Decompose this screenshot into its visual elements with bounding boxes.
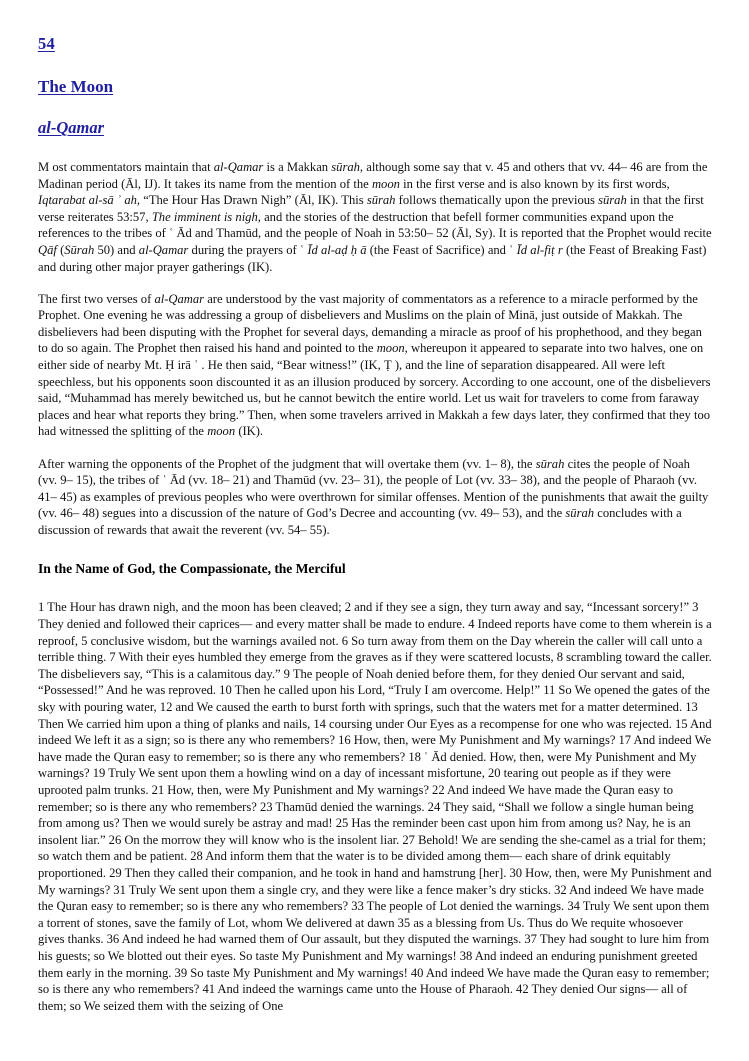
surah-title-transliteration-block (38, 118, 712, 138)
surah-title-transliteration: al-Qamar (38, 118, 104, 137)
commentary-paragraph-1: M ost commentators maintain that al-Qamar is a Makkan sūrah, although some say that v. 45 and others that vv. 44– 46 are from the Madinan period (Āl, IJ). It takes its name from the mention of the moon in the first verse and is also known by its first words, Iqtarabat al-sā ʾ ah, “The Hour Has Drawn Nigh” (Āl, IK). This sūrah follows thematically upon the previous sūrah in that the first verse reiterates 53:57, The imminent is nigh, and the stories of the destruction that befell former communities expand upon the references to the tribes of ʿ Ād and Thamūd, and the people of Noah in 53:50– 52 (Āl, Sy). It is reported that the Prophet would recite Qāf (Sūrah 50) and al-Qamar during the prayers of ʿ Īd al-aḍ ḥ ā (the Feast of Sacrifice) and ʿ Īd al-fiṭ r (the Feast of Breaking Fast) and during other major prayer gatherings (IK). (38, 160, 712, 274)
surah-title-english: The Moon (38, 77, 114, 96)
commentary-paragraph-2: The first two verses of al-Qamar are understood by the vast majority of commentators as a reference to a miracle performed by the Prophet. One evening he was addressing a group of disbelievers and Muslims on the plain of Minā, just outside of Makkah. The disbelievers had been disputing with the Prophet for several days, demanding a miracle as proof of his prophethood, and they began to do so again. The Prophet then raised his hand and pointed to the moon, whereupon it appeared to separate into two halves, one on either side of nearby Mt. Ḥ irā ʾ . He then said, “Bear witness!” (IK, Ṭ ), and the line of separation disappeared. All were left speechless, but his opponents soon discounted it as an illusion produced by sorcery. According to one account, one of the disbelievers said, “Muhammad has merely bewitched us, but he cannot bewitch the entire world. Let us wait for travelers to come from faraway places and hear what reports they bring.” Then, when some travelers arrived in Makkah a few days later, they confirmed that they too had witnessed the splitting of the moon (IK). (38, 291, 711, 439)
commentary-paragraph-3: After warning the opponents of the Prophet of the judgment that will overtake them (vv. 1– 8), the sūrah cites the people of Noah (vv. 9– 15), the tribes of ʿ Ād (vv. 18– 21) and Thamūd (vv. 23– 31), the people of Lot (vv. 33– 38), and the people of Pharaoh (vv. 41– 45) as examples of previous peoples who were overthrown for similar offenses. Mention of the punishments that await the guilty (vv. 46– 48) segues into a discussion of the nature of God’s Decree and accounting (vv. 49– 53), and the sūrah concludes with a discussion of rewards that await the reverent (vv. 54– 55). (38, 456, 709, 537)
chapter-number-heading (38, 34, 712, 77)
surah-title-english-block (38, 77, 712, 97)
chapter-number: 54 (38, 34, 55, 53)
basmala-heading: In the Name of God, the Compassionate, the Merciful (38, 561, 346, 577)
scripture-verses: 1 The Hour has drawn nigh, and the moon has been cleaved; 2 and if they see a sign, they turn away and say, “Incessant sorcery!” 3 They denied and followed their caprices— and every matter shall be made to endure. 4 Indeed reports have come to them wherein is a reproof, 5 conclusive wisdom, but the warnings availed not. 6 So turn away from them on the Day wherein the caller will call unto a terrible thing. 7 With their eyes humbled they emerge from the graves as if they were scattered locusts, 8 scrambling toward the caller. The disbelievers say, “This is a calamitous day.” 9 The people of Noah denied before them, for they denied Our servant and said, “Possessed!” And he was reproved. 10 Then he called upon his Lord, “Truly I am overcome. Help!” 11 So We opened the gates of the sky with pouring water, 12 and We caused the earth to burst forth with springs, such that the waters met for a matter determined. 13 Then We carried him upon a thing of planks and nails, 14 coursing under Our Eyes as a recompense for one who was rejected. 15 And indeed We left it as a sign; so is there any who remembers? 16 How, then, were My Punishment and My warnings? 17 And indeed We have made the Quran easy to remember; so is there any who remembers? 18 ʿ Ād denied. How, then, were My Punishment and My warnings? 19 Truly We sent upon them a howling wind on a day of incessant misfortune, 20 tearing out people as if they were uprooted palm trunks. 21 How, then, were My Punishment and My warnings? 22 And indeed We have made the Quran easy to remember; so is there any who remembers? 23 Thamūd denied the warnings. 24 They said, “Shall we follow a single human being from among us? Then we would surely be astray and mad! 25 Has the reminder been cast upon him from among us? Nay, he is an insolent liar.” 26 On the morrow they will know who is the insolent liar. 27 Behold! We are sending the she-camel as a trial for them; so watch them and be patient. 28 And inform them that the water is to be divided among them— each share of drink equitably proportioned. 29 Then they called their companion, and he took in hand and hamstrung [her]. 30 How, then, were My Punishment and My warnings? 31 Truly We sent upon them a single cry, and they were like a fence maker’s dry sticks. 32 And indeed We have made the Quran easy to remember; so is there any who remembers? 33 The people of Lot denied the warnings. 34 Truly We sent upon them a torrent of stones, save the family of Lot, whom We delivered at dawn 35 as a blessing from Us. Thus do We requite whosoever gives thanks. 36 And indeed he had warned them of Our assault, but they disputed the warnings. 37 They had sought to lure him from his guests; so We blotted out their eyes. So taste My Punishment and My warnings! 38 And indeed an enduring punishment greeted them early in the morning. 39 So taste My Punishment and My warnings! 40 And indeed We have made the Quran easy to remember; so is there any who remembers? 41 And indeed the warnings came unto the House of Pharaoh. 42 They denied Our signs— all of them; so We seized them with the seizing of One (38, 600, 712, 1013)
